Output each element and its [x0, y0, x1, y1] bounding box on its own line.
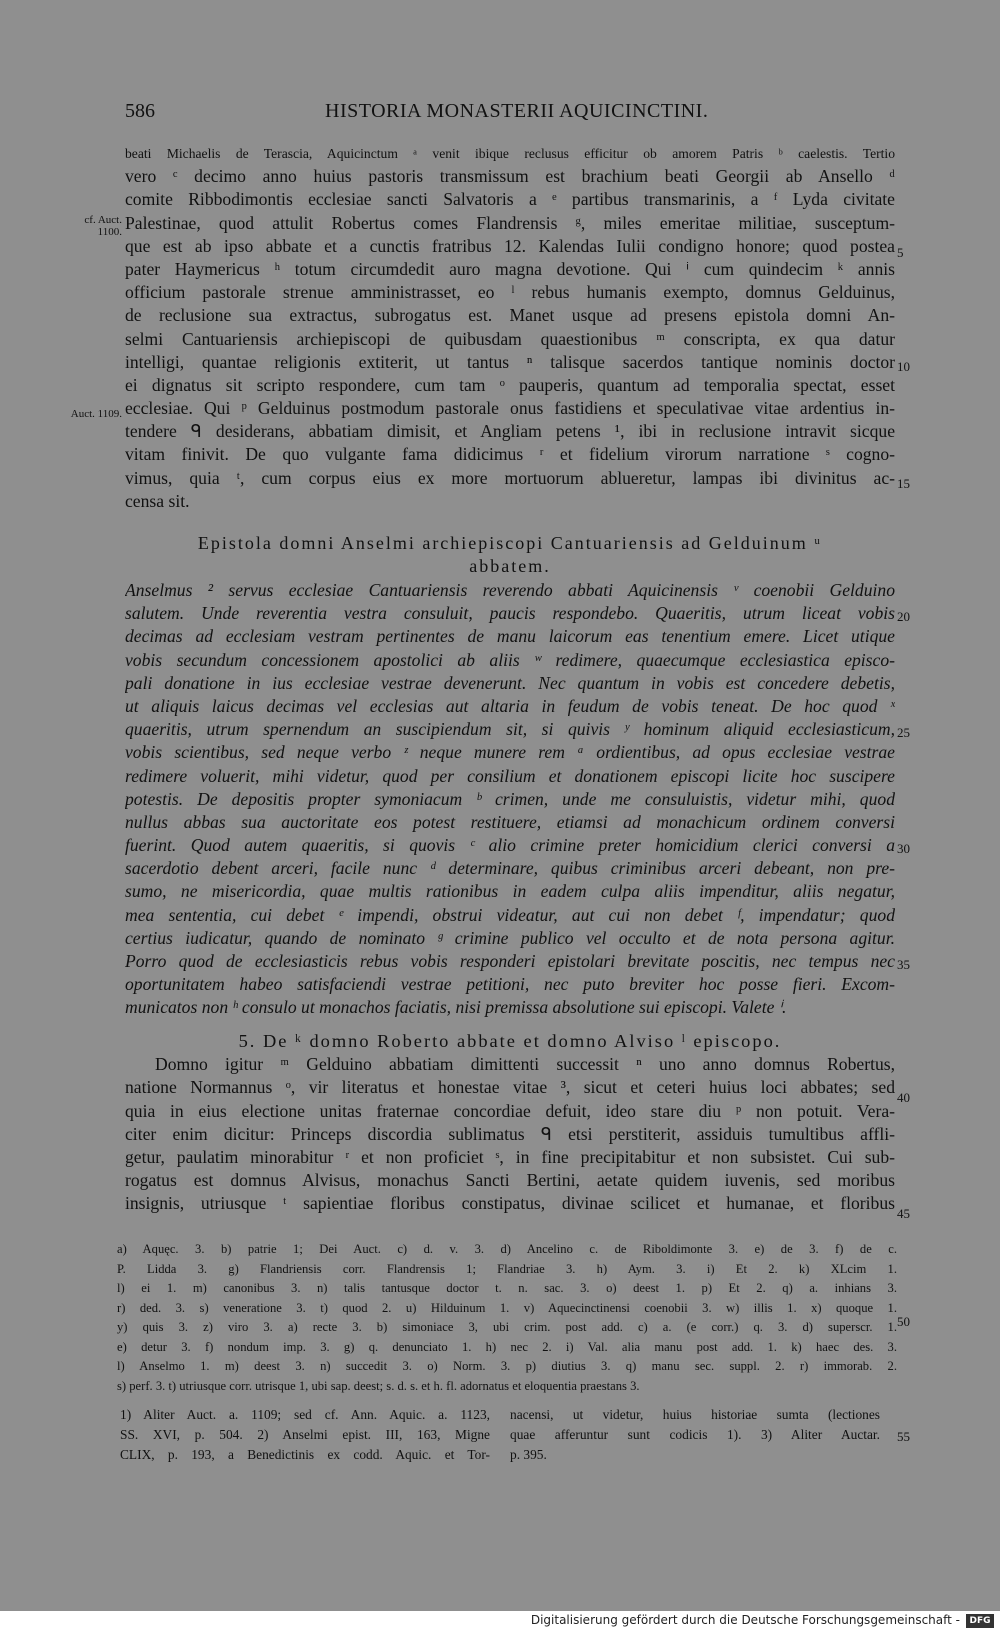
- body-line: ei dignatus sit scripto respondere, cum tam ᵒ pauperis, quantum ad temporalia spectat, esset: [125, 374, 895, 395]
- epistola-line: Anselmus ² servus ecclesiae Cantuariensis reverendo abbati Aquicinensis ᵛ coenobii Gelduino: [125, 580, 895, 600]
- footnote-line: p. 395.: [510, 1447, 547, 1462]
- footnote-line: quae afferuntur sunt codicis 1). 3) Aliter Auctar.: [510, 1427, 880, 1442]
- variant-note-line: r) ded. 3. s) veneratione 3. t) quod 2. u) Hilduinum 1. v) Aquecinctinensi coenobii 3. w) illis 1. x) quoque 1.: [117, 1300, 897, 1315]
- funding-notice: Digitalisierung gefördert durch die Deutsche Forschungsgemeinschaft -: [530, 1613, 960, 1627]
- epistola-line: sacerdotio debent arceri, facile nunc ᵈ determinare, quibus criminibus arceri debeant, non pre-: [125, 858, 895, 879]
- epistola-line: vobis scientibus, sed neque verbo ᶻ neque munere rem ᵃ ordientibus, ad opus ecclesiae vestrae: [125, 742, 895, 763]
- variant-note-line: l) Anselmo 1. m) deest 3. n) succedit 3. o) Norm. 3. p) diutius 3. q) manu sec. suppl. 2. r) immorab. 2.: [117, 1359, 897, 1373]
- body-line: comite Ribbodimontis ecclesiae sancti Salvatoris a ᵉ partibus transmarinis, a ᶠ Lyda civitate: [125, 189, 895, 210]
- variant-note-line: a) Aquęc. 3. b) patrie 1; Dei Auct. c) d. v. 3. d) Ancelino c. de Riboldimonte 3. e) de 3. f) de c.: [117, 1242, 897, 1256]
- epistola-line: quaeritis, utrum spernendum an suscipiendum sit, si quivis ʸ hominum aliquid ecclesiasticum,: [125, 719, 895, 740]
- epistola-heading: Epistola domni Anselmi archiepiscopi Cantuariensis ad Gelduinum ᵘ: [197, 533, 823, 553]
- dfg-logo: DFG: [966, 1614, 994, 1628]
- running-title: HISTORIA MONASTERII AQUICINCTINI.: [325, 100, 709, 122]
- line-number: 50: [897, 1314, 910, 1329]
- footnote-line: 1) Aliter Auct. a. 1109; sed cf. Ann. Aquic. a. 1123,: [120, 1407, 490, 1422]
- line-number: 30: [897, 841, 910, 856]
- epistola-line: decimas ad ecclesiam vestram pertinentes de manu laicorum eas tenentium emere. Licet utique: [125, 626, 895, 647]
- body-line: ecclesiae. Qui ᵖ Gelduinus postmodum pastorale onus fastidiens et speculativae vitae ardentius in-: [125, 398, 895, 419]
- epistola-line: potestis. De depositis propter symoniacum ᵇ crimen, unde me consuluistis, videtur mihi, quod: [125, 788, 895, 809]
- section-line: getur, paulatim minorabitur ʳ et non proficiet ˢ, in fine precipitabitur et non subsistet. Cui sub-: [125, 1146, 895, 1167]
- epistola-line: sumo, ne misericordia, quae multis rationibus in eadem culpa aliis impenditur, aliis negatur,: [125, 881, 895, 902]
- body-line: vitam finivit. De quo vulgante fama didicimus ʳ et fidelium virorum narratione ˢ cogno-: [125, 444, 895, 465]
- variant-note-line: y) quis 3. z) viro 3. a) recte 3. b) simoniace 3, ubi crim. post add. c) a. (e corr.) q. 3. d) superscr. 1.: [117, 1320, 897, 1334]
- page-header: [125, 100, 915, 130]
- variant-notes: [117, 1240, 897, 1396]
- epistola-line: mea sententia, cui debet ᵉ impendi, obstrui videatur, aut cui non debet ᶠ, impendatur; quod: [125, 904, 895, 925]
- line-number: 35: [897, 957, 910, 972]
- line-number: 5: [897, 245, 904, 260]
- epistola-line: salutem. Unde reverentia vestra consuluit, paucis respondebo. Quaeritis, utrum liceat vobis: [125, 603, 895, 624]
- variant-note-line: e) detur 3. f) nondum imp. 3. g) q. denunciato 1. h) nec 2. i) Val. alia manu post add. 1. k) haec des. 3.: [117, 1339, 897, 1354]
- line-number: 25: [897, 725, 910, 740]
- body-line: selmi Cantuariensis archiepiscopi de quibusdam quaestionibus ᵐ conscripta, ex qua datur: [125, 328, 895, 349]
- epistola-line: pali donatione in ius ecclesiae vestrae devenerunt. Nec quantum in vobis est concedere debetis,: [125, 672, 895, 693]
- margin-note: Auct. 1109.: [70, 408, 122, 420]
- epistola-line: nullus abbas sua auctoritate eos potest restituere, etiamsi ad monachicum ordinem conversi: [125, 811, 895, 832]
- epistola-line: Porro quod de ecclesiasticis rebus vobis responderi epistolari brevitate poscitis, nec tempus nec: [125, 951, 895, 971]
- margin-note: cf. Auct. 1100.: [84, 214, 122, 238]
- body-line: censa sit.: [125, 490, 190, 511]
- page-number: 586: [125, 100, 155, 122]
- footnote-line: SS. XVI, p. 504. 2) Anselmi epist. III, 163, Migne: [120, 1427, 490, 1442]
- epistola-line: ut aliquis laicus decimas vel ecclesias aut altaria in feudum de vobis teneat. De hoc quod ˣ: [125, 695, 895, 716]
- epistola-section: [125, 532, 895, 578]
- epistola-heading: abbatem.: [469, 556, 551, 577]
- section-line: natione Normannus ᵒ, vir literatus et honestae vitae ³, sicut et ceteri huius loci abbates; sed: [125, 1077, 895, 1098]
- footnote-line: CLIX, p. 193, a Benedictinis ex codd. Aquic. et Tor-: [120, 1447, 490, 1462]
- epistola-line: certius iudicatur, quando de nominato ᵍ crimine publico vel occulto et de nota persona agitur.: [125, 927, 895, 948]
- epistola-line: vobis secundum concessionem apostolici ab aliis ʷ redimere, quaecumque ecclesiastica episco-: [125, 649, 895, 670]
- body-line: Palestinae, quod attulit Robertus comes Flandrensis ᵍ, miles emeritae militiae, susceptum-: [125, 212, 895, 233]
- body-line: que est ab ipso abbate et a cunctis fratribus 12. Kalendas Iulii condigno honore; quod postea: [125, 235, 895, 256]
- section-line: insignis, utriusque ᵗ sapientiae floribus constipatus, divinae scilicet et humanae, et floribus: [125, 1193, 895, 1214]
- epistola-text: [125, 579, 895, 1020]
- epistola-line: oportunitatem habeo satisfaciendi vestrae petitioni, nec puto breviter hoc posse fieri. Excom-: [125, 974, 895, 995]
- line-number: 20: [897, 609, 910, 624]
- body-line: pater Haymericus ʰ totum circumdedit auro magna devotione. Qui ⁱ cum quindecim ᵏ annis: [125, 258, 895, 279]
- variant-note-line: s) perf. 3. t) utriusque corr. utrisque 1, ubi sap. deest; s. d. s. et h. fl. adornatus et eloquentia praestans 3.: [117, 1378, 640, 1393]
- body-line: de reclusione sua extractus, subrogatus est. Manet usque ad presens epistola domni An-: [125, 305, 895, 326]
- section-line: citer enim dicitur: Princeps discordia sublimatus ᑫ etsi perstiterit, assiduis tumultibus affli-: [125, 1123, 895, 1144]
- section-line: rogatus est domnus Alvisus, monachus Sancti Bertini, aetate quidem iuvenis, sed moribus: [125, 1170, 895, 1191]
- body-paragraph: [125, 142, 895, 513]
- body-line: vero ᶜ decimo anno huius pastoris transmissum est brachium beati Georgii ab Ansello ᵈ: [125, 166, 895, 187]
- body-line: tendere ᑫ desiderans, abbatiam dimisit, et Angliam petens ¹, ibi in reclusione intravit sicque: [125, 421, 895, 442]
- variant-note-line: l) ei 1. m) canonibus 3. n) talis tantusque doctor t. n. sac. 3. o) deest 1. p) Et 2. q) a. inhians 3.: [117, 1281, 897, 1295]
- epistola-line: redimere voluerit, mihi videtur, quod per consilium et donationem episcopi licite hoc suscipere: [125, 765, 895, 786]
- variant-note-line: P. Lidda 3. g) Flandriensis corr. Flandrensis 1; Flandriae 3. h) Aym. 3. i) Et 2. k) XLcim 1.: [117, 1261, 897, 1276]
- body-line: vimus, quia ᵗ, cum corpus eius ex more mortuorum ablueretur, lampas ibi divinitus ac-: [125, 467, 895, 488]
- line-number: 40: [897, 1090, 910, 1105]
- line-number: 55: [897, 1429, 910, 1444]
- body-line: beati Michaelis de Terascia, Aquicinctum ᵃ venit ibique reclusus efficitur ob amorem Patris ᵇ caelestis. Tertio: [125, 146, 895, 161]
- footnotes-left: [120, 1405, 490, 1465]
- footnotes-right: [510, 1405, 880, 1465]
- section-line: quia in eius electione unitas fraternae concordiae defuit, ideo stare diu ᵖ non potuit. Vera-: [125, 1100, 895, 1121]
- epistola-line: municatos non ʰ consulo ut monachos faciatis, nisi premissa absolutione sui episcopi. Valete ⁱ.: [125, 997, 787, 1018]
- line-number: 10: [897, 359, 910, 374]
- section-heading: 5. De ᵏ domno Roberto abbate et domno Alviso ˡ episcopo.: [238, 1031, 782, 1051]
- body-line: intelligi, quantae religionis extiterit, ut tantus ⁿ talisque sacerdos tantique nominis doctor: [125, 351, 895, 372]
- footer-bar: [0, 1611, 1000, 1631]
- section-5: [125, 1030, 895, 1216]
- line-number: 45: [897, 1206, 910, 1221]
- epistola-line: fuerint. Quod autem quaeritis, si quovis ᶜ alio crimine preter homicidium clerici conversi a: [125, 835, 895, 856]
- body-line: officium pastorale strenue amministrasset, eo ˡ rebus humanis exempto, domnus Gelduinus,: [125, 282, 895, 303]
- footnote-line: nacensi, ut videtur, huius historiae sumta (lectiones: [510, 1407, 880, 1422]
- section-line: Domno igitur ᵐ Gelduino abbatiam dimittenti successit ⁿ uno anno domnus Robertus,: [155, 1054, 895, 1075]
- line-number: 15: [897, 476, 910, 491]
